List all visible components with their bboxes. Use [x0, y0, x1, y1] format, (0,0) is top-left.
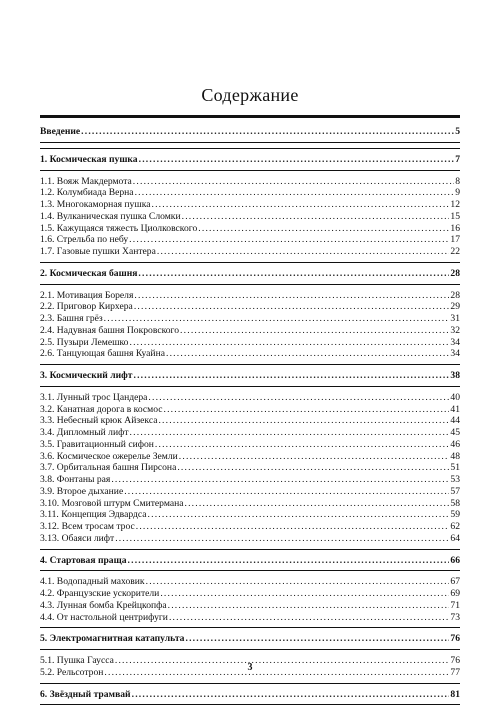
dot-leader: [115, 533, 449, 545]
toc-page-number: 59: [450, 509, 460, 521]
toc-entry-row: [40, 576, 460, 588]
toc-page-number: 58: [450, 497, 460, 509]
toc-page-number: 12: [450, 199, 460, 210]
dot-leader: [163, 404, 449, 416]
dot-leader: [133, 176, 454, 188]
toc-entry-row: [40, 612, 460, 624]
toc-label: 1.1. Вояж Макдермота: [40, 175, 132, 187]
toc-entry-row: [40, 404, 460, 416]
toc-entry-row: [40, 392, 460, 404]
dot-leader: [133, 370, 449, 382]
dot-leader: [179, 451, 450, 463]
toc-label: 4.3. Лунная бомба Крейцкопфа: [40, 599, 167, 611]
dot-leader: [132, 689, 450, 701]
toc-label: 3.7. Орбитальная башня Пирсона: [40, 462, 177, 474]
toc-label: 3.9. Второе дыхание: [40, 485, 124, 497]
toc-entry-row: [40, 521, 460, 533]
toc-label: 4.2. Французские ускорители: [40, 588, 160, 599]
toc-label: 3.8. Фонтаны рая: [40, 474, 111, 485]
toc-label: 2. Космическая башня: [40, 267, 138, 279]
toc-page-number: 64: [450, 532, 460, 544]
toc-entry-row: [40, 486, 460, 498]
toc-entry-row: [40, 509, 460, 521]
section-divider: [40, 284, 460, 285]
toc-entry-row: [40, 474, 460, 486]
toc-label: 3.5. Гравитационный сифон: [40, 438, 154, 450]
toc-page-number: 40: [450, 391, 460, 403]
toc-entry-row: [40, 600, 460, 612]
toc-label: 4.4. От настольной центрифуги: [40, 611, 168, 623]
toc-entry-row: [40, 325, 460, 337]
dot-leader: [135, 187, 455, 199]
toc-label: 2.1. Мотивация Бореля: [40, 289, 134, 301]
toc-entry-row: [40, 199, 460, 211]
toc-page-number: 73: [450, 611, 460, 623]
section-divider: [40, 262, 460, 263]
toc-entry-row: [40, 301, 460, 313]
toc-page-number: 9: [455, 187, 460, 199]
dot-leader: [129, 234, 449, 246]
toc-page-number: 53: [450, 474, 460, 485]
dot-leader: [128, 555, 450, 567]
table-of-contents: [40, 126, 460, 710]
toc-label: 3.2. Канатная дорога в космос: [40, 403, 163, 415]
title-rule: [40, 115, 460, 118]
dot-leader: [166, 348, 449, 360]
dot-leader: [198, 223, 449, 235]
dot-leader: [134, 301, 450, 313]
dot-leader: [148, 509, 450, 521]
toc-label: 3.11. Концепция Эдвардса: [40, 509, 147, 521]
toc-chapter-row: [40, 633, 460, 645]
toc-label: 3.12. Всем тросам трос: [40, 521, 135, 532]
dot-leader: [139, 154, 455, 166]
dot-leader: [81, 126, 454, 138]
toc-page-number: 81: [450, 688, 460, 700]
toc-entry-row: [40, 234, 460, 246]
toc-label: 1.4. Вулканическая пушка Сломки: [40, 210, 181, 222]
section-divider: [40, 627, 460, 628]
toc-page-number: 34: [450, 348, 460, 360]
toc-page-number: 5: [455, 126, 460, 137]
toc-page-number: 28: [450, 289, 460, 301]
dot-leader: [104, 313, 450, 325]
toc-entry-row: [40, 246, 460, 258]
section-divider: [40, 148, 460, 149]
toc-label: 4.1. Водопадный маховик: [40, 576, 145, 588]
toc-chapter-row: [40, 370, 460, 382]
page-number: 3: [247, 662, 253, 673]
dot-leader: [134, 290, 449, 302]
toc-label: 2.3. Башня грёз: [40, 313, 103, 324]
dot-leader: [180, 325, 449, 337]
toc-page-number: 34: [450, 336, 460, 348]
toc-entry-row: [40, 187, 460, 199]
toc-entry-row: [40, 223, 460, 235]
section-divider: [40, 570, 460, 571]
toc-page-number: 69: [450, 588, 460, 599]
section-divider: [40, 704, 460, 705]
toc-page-number: 45: [450, 427, 460, 438]
toc-page-number: 76: [450, 633, 460, 645]
toc-label: 1.2. Колумбиада Верна: [40, 187, 134, 199]
toc-entry-row: [40, 498, 460, 510]
dot-leader: [151, 199, 449, 211]
dot-leader: [138, 268, 449, 280]
toc-entry-row: [40, 415, 460, 427]
toc-page-number: 77: [450, 666, 460, 678]
toc-entry-row: [40, 451, 460, 463]
dot-leader: [182, 211, 450, 223]
dot-leader: [160, 588, 449, 600]
toc-label: Введение: [40, 126, 81, 137]
toc-page-number: 32: [450, 324, 460, 336]
toc-entry-row: [40, 337, 460, 349]
toc-label: 1.7. Газовые пушки Хантера: [40, 246, 156, 257]
toc-label: 1. Космическая пушка: [40, 153, 138, 165]
toc-entry-row: [40, 313, 460, 325]
toc-label: 3.3. Небесный крюк Айзекса: [40, 415, 158, 427]
toc-label: 2.2. Приговор Кирхера: [40, 301, 133, 313]
toc-label: 6. Звёздный трамвай: [40, 688, 131, 700]
toc-entry-row: [40, 533, 460, 545]
dot-leader: [169, 612, 449, 624]
toc-entry-row: [40, 462, 460, 474]
toc-entry-row: [40, 348, 460, 360]
dot-leader: [124, 486, 449, 498]
toc-page-number: 29: [450, 301, 460, 313]
dot-leader: [111, 474, 449, 486]
toc-label: 3.4. Дипломный лифт: [40, 427, 129, 438]
section-divider: [40, 170, 460, 171]
toc-chapter-row: [40, 154, 460, 166]
toc-page-number: 48: [450, 450, 460, 462]
toc-label: 2.6. Танцующая башня Куайна: [40, 348, 165, 360]
toc-chapter-row: [40, 689, 460, 701]
toc-page-number: 66: [450, 554, 460, 566]
toc-page-number: 17: [450, 234, 460, 246]
dot-leader: [184, 498, 449, 510]
section-divider: [40, 549, 460, 550]
toc-page-number: 57: [450, 485, 460, 497]
toc-entry-row: [40, 439, 460, 451]
toc-entry-row: [40, 427, 460, 439]
toc-label: 2.4. Надувная башня Покровского: [40, 324, 180, 336]
toc-label: 5. Электромагнитная катапульта: [40, 633, 185, 645]
page-title: Содержание: [201, 85, 299, 105]
section-divider: [40, 364, 460, 365]
toc-page-number: 7: [455, 153, 460, 165]
toc-page-number: 41: [450, 403, 460, 415]
section-divider: [40, 142, 460, 143]
dot-leader: [157, 246, 450, 258]
toc-label: 3.1. Лунный трос Цандера: [40, 391, 148, 403]
dot-leader: [155, 439, 450, 451]
dot-leader: [185, 633, 449, 645]
toc-label: 3.13. Обаяси лифт: [40, 532, 115, 544]
toc-page-number: 44: [450, 415, 460, 427]
section-divider: [40, 386, 460, 387]
toc-page-number: 28: [450, 267, 460, 279]
section-divider: [40, 683, 460, 684]
toc-page-number: 38: [450, 370, 460, 381]
toc-label: 4. Стартовая праща: [40, 554, 127, 566]
dot-leader: [148, 392, 449, 404]
dot-leader: [136, 521, 450, 533]
dot-leader: [158, 415, 449, 427]
dot-leader: [177, 462, 449, 474]
toc-page-number: 71: [450, 599, 460, 611]
toc-page-number: 51: [450, 462, 460, 474]
toc-entry-row: [40, 290, 460, 302]
toc-page-number: 16: [450, 222, 460, 234]
toc-page-number: 22: [450, 246, 460, 257]
toc-page-number: 8: [455, 175, 460, 187]
dot-leader: [129, 337, 449, 349]
toc-chapter-row: [40, 268, 460, 280]
toc-entry-row: [40, 176, 460, 188]
toc-label: 1.6. Стрельба по небу: [40, 234, 129, 246]
dot-leader: [130, 427, 450, 439]
toc-page-number: 15: [450, 210, 460, 222]
toc-label: 5.1. Пушка Гаусса: [40, 655, 114, 666]
dot-leader: [146, 576, 450, 588]
toc-entry-row: [40, 588, 460, 600]
toc-label: 3. Космический лифт: [40, 370, 133, 381]
toc-chapter-row: [40, 555, 460, 567]
toc-page-number: 76: [450, 655, 460, 666]
toc-label: 3.6. Космическое ожерелье Земли: [40, 450, 178, 462]
toc-page-number: 31: [450, 313, 460, 324]
toc-chapter-row: [40, 126, 460, 138]
dot-leader: [168, 600, 450, 612]
toc-page-number: 46: [450, 438, 460, 450]
toc-label: 5.2. Рельсотрон: [40, 666, 104, 678]
toc-label: 1.5. Кажущаяся тяжесть Циолковского: [40, 222, 198, 234]
toc-entry-row: [40, 211, 460, 223]
toc-page-number: 67: [450, 576, 460, 588]
section-divider: [40, 649, 460, 650]
toc-label: 1.3. Многокаморная пушка: [40, 199, 151, 210]
toc-label: 2.5. Пузыри Лемешко: [40, 336, 129, 348]
toc-page-number: 62: [450, 521, 460, 532]
toc-label: 3.10. Мозговой штурм Смитермана: [40, 497, 184, 509]
